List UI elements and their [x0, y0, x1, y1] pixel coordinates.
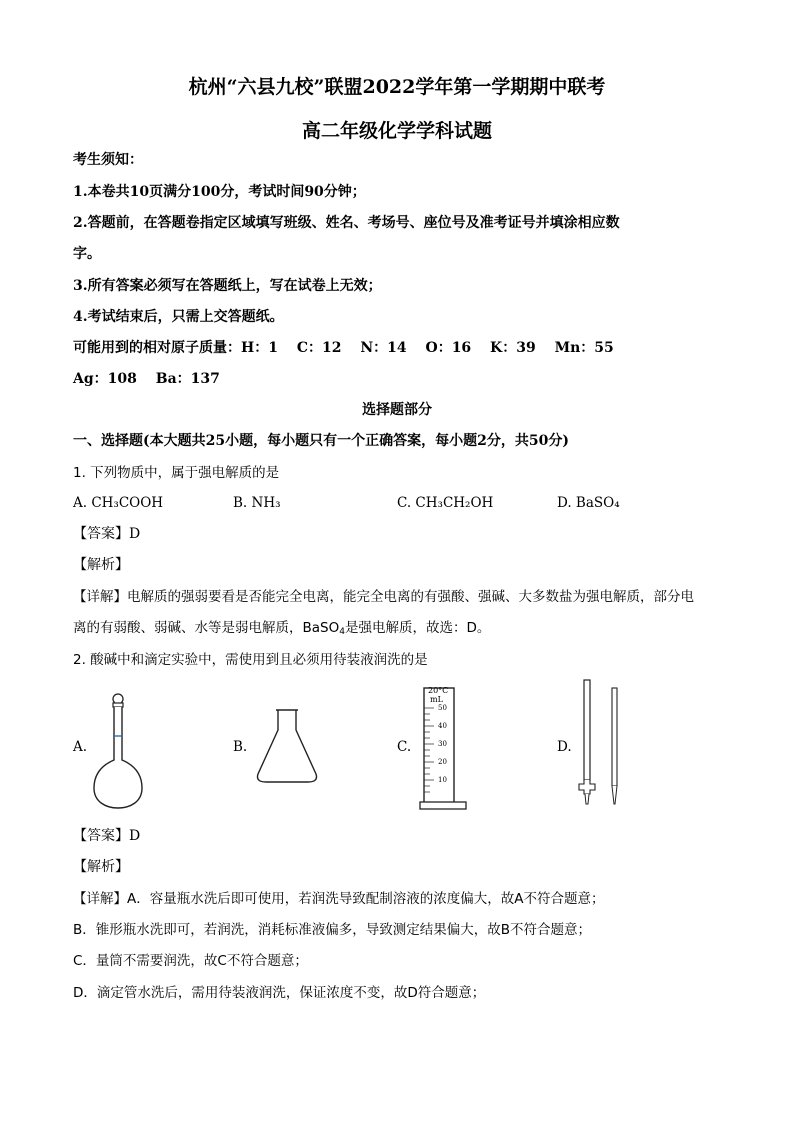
cylinder-tick-10: 10 — [438, 776, 447, 784]
burette-icon — [574, 678, 626, 812]
q1-answer: D — [129, 526, 141, 542]
volumetric-flask-icon — [90, 692, 146, 810]
cylinder-temp-label: 20°C — [428, 686, 449, 695]
q2-option-d-label: D. — [557, 739, 572, 755]
exam-subtitle: 高二年级化学学科试题 — [301, 120, 492, 142]
atomic-masses-line-1: 可能用到的相对原子质量：H：1 C：12 N：14 O：16 K：39 Mn：55 — [73, 340, 614, 356]
q2-detail-tag: 【详解】 — [73, 891, 127, 907]
q1-detail-line-1 — [73, 587, 694, 607]
q2-detail-line-a — [73, 889, 604, 909]
q1-option-b: B. NH₃ — [233, 495, 281, 511]
cylinder-unit-label: mL — [430, 695, 443, 704]
section-title: 选择题部分 — [362, 402, 432, 418]
q2-answer-line — [73, 826, 140, 846]
exam-title: 杭州“六县九校”联盟2022学年第一学期期中联考 — [188, 76, 606, 98]
q2-detail-a: A．容量瓶水洗后即可使用，若润洗导致配制溶液的浓度偏大，故A不符合题意； — [127, 891, 605, 907]
q1-option-c: C. CH₃CH₂OH — [397, 495, 494, 511]
q1-answer-tag: 【答案】 — [73, 526, 129, 542]
atomic-masses-line-2: Ag：108 Ba：137 — [73, 371, 220, 387]
q2-option-c-label: C. — [397, 739, 412, 755]
conical-flask-icon — [254, 708, 320, 784]
q1-stem: 1. 下列物质中，属于强电解质的是 — [73, 465, 280, 481]
q2-answer-tag: 【答案】 — [73, 828, 129, 844]
q2-detail-d: D．滴定管水洗后，需用待装液润洗，保证浓度不变，故D符合题意； — [73, 985, 486, 1001]
q1-answer-line — [73, 524, 140, 544]
q1-option-a: A. CH₃COOH — [73, 495, 164, 511]
q1-detail-text-2b: 是强电解质，故选：D。 — [344, 620, 491, 636]
q1-detail-text-2a: 离的有弱酸、弱碱、水等是弱电解质，BaSO — [73, 620, 340, 636]
q2-detail-b: B．锥形瓶水洗即可，若润洗，消耗标准液偏多，导致测定结果偏大，故B不符合题意； — [73, 922, 592, 938]
notice-heading: 考生须知： — [73, 152, 143, 168]
q2-detail-c: C．量筒不需要润洗，故C不符合题意； — [73, 953, 308, 969]
notice-item-2-cont: 字。 — [73, 246, 101, 262]
notice-item-4: 4.考试结束后，只需上交答题纸。 — [73, 309, 284, 325]
section-heading: 一、选择题(本大题共25小题，每小题只有一个正确答案，每小题2分，共50分) — [73, 433, 569, 449]
q1-analysis-tag: 【解析】 — [73, 557, 129, 573]
notice-item-3: 3.所有答案必须写在答题纸上，写在试卷上无效； — [73, 278, 382, 294]
q1-detail-line-2 — [73, 618, 490, 638]
q1-detail-tag: 【详解】 — [73, 589, 127, 605]
q2-analysis-tag: 【解析】 — [73, 859, 129, 875]
q1-detail-text-1: 电解质的强弱要看是否能完全电离，能完全电离的有强酸、强碱、大多数盐为强电解质，部分电 — [127, 589, 694, 605]
notice-item-1: 1.本卷共10页满分100分，考试时间90分钟； — [73, 184, 366, 200]
q2-option-b-label: B. — [233, 739, 248, 755]
q2-answer: D — [129, 828, 141, 844]
cylinder-tick-40: 40 — [438, 722, 447, 730]
q1-option-d: D. BaSO₄ — [557, 495, 620, 511]
q2-option-a-label: A. — [73, 739, 88, 755]
cylinder-tick-50: 50 — [438, 704, 447, 712]
q2-stem: 2. 酸碱中和滴定实验中，需使用到且必须用待装液润洗的是 — [73, 652, 428, 668]
notice-item-2: 2.答题前，在答题卷指定区域填写班级、姓名、考场号、座位号及准考证号并填涂相应数 — [73, 215, 620, 231]
q1-detail-sub: 4 — [339, 627, 345, 637]
cylinder-tick-30: 30 — [438, 740, 447, 748]
cylinder-tick-20: 20 — [438, 758, 447, 766]
